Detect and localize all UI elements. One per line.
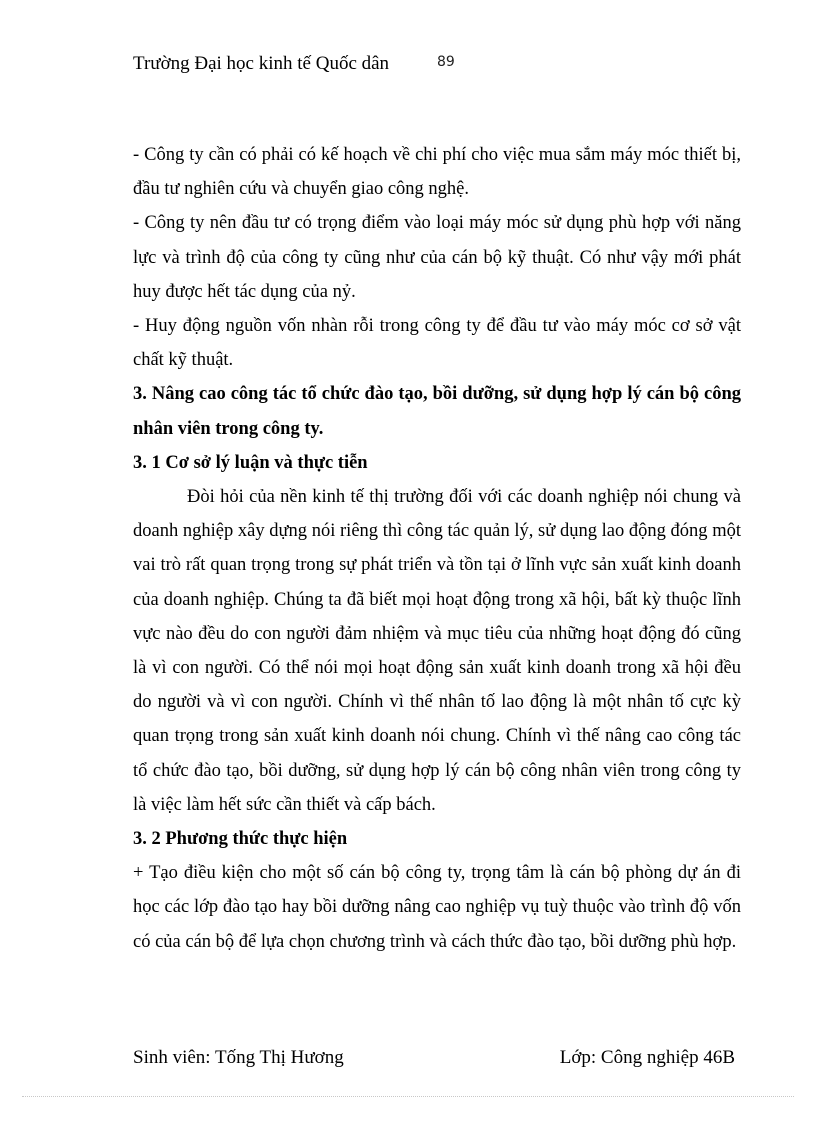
bullet-equipment-plan: - Công ty cần có phải có kế hoạch về chi phí cho việc mua sắm máy móc thiết bị, đầu tư nghiên cứu và chuyển giao công nghệ. (133, 145, 741, 200)
bottom-dotted-divider (22, 1096, 794, 1097)
bullet-mobilize-capital: - Huy động nguồn vốn nhàn rỗi trong công ty để đầu tư vào máy móc cơ sở vật chất kỹ thuật. (133, 316, 741, 371)
document-body (133, 138, 741, 959)
bullet-training-conditions: + Tạo điều kiện cho một số cán bộ công ty, trọng tâm là cán bộ phòng dự án đi học các lớp đào tạo hay bồi dưỡng nâng cao nghiệp vụ tuỳ thuộc vào trình độ vốn có của cán bộ để lựa chọn chương trình và cách thức đào tạo, bồi dưỡng phù hợp. (133, 863, 741, 952)
page-footer (133, 1046, 735, 1070)
bullet-key-investment: - Công ty nên đầu tư có trọng điểm vào loại máy móc sử dụng phù hợp với năng lực và trình độ của công ty cũng như của cán bộ kỹ thuật. Có như vậy mới phát huy được hết tác dụng của nỷ. (133, 213, 741, 302)
paragraph-rationale: Đòi hỏi của nền kinh tế thị trường đối với các doanh nghiệp nói chung và doanh nghiệp xây dựng nói riêng thì công tác quản lý, sử dụng lao động đóng một vai trò rất quan trọng trong sự phát triển và tồn tại ở lĩnh vực sản xuất kinh doanh của doanh nghiệp. Chúng ta đã biết mọi hoạt động trong xã hội, bất kỳ thuộc lĩnh vực nào đều do con người đảm nhiệm và mục tiêu của những hoạt động đó cũng là vì con người. Có thể nói mọi hoạt động sản xuất kinh doanh trong xã hội đều do người và vì con người. Chính vì thế nhân tố lao động là một nhân tố cực kỳ quan trọng trong sản xuất kinh doanh nói chung. Chính vì thế nâng cao công tác tổ chức đào tạo, bồi dưỡng, sử dụng hợp lý cán bộ công nhân viên trong công ty là việc làm hết sức cần thiết và cấp bách. (133, 487, 741, 815)
subsection-heading-3-1: 3. 1 Cơ sở lý luận và thực tiễn (133, 452, 368, 473)
footer-student-name: Sinh viên: Tống Thị Hương (133, 1047, 344, 1068)
subsection-heading-3-2: 3. 2 Phương thức thực hiện (133, 829, 348, 850)
section-heading-3: 3. Nâng cao công tác tổ chức đào tạo, bồi dưỡng, sử dụng hợp lý cán bộ công nhân viên trong công ty. (133, 384, 741, 439)
header-school-name: Trường Đại học kinh tế Quốc dân (133, 53, 390, 74)
page-number: 89 (437, 54, 455, 70)
footer-class-name: Lớp: Công nghiệp 46B (559, 1047, 735, 1068)
